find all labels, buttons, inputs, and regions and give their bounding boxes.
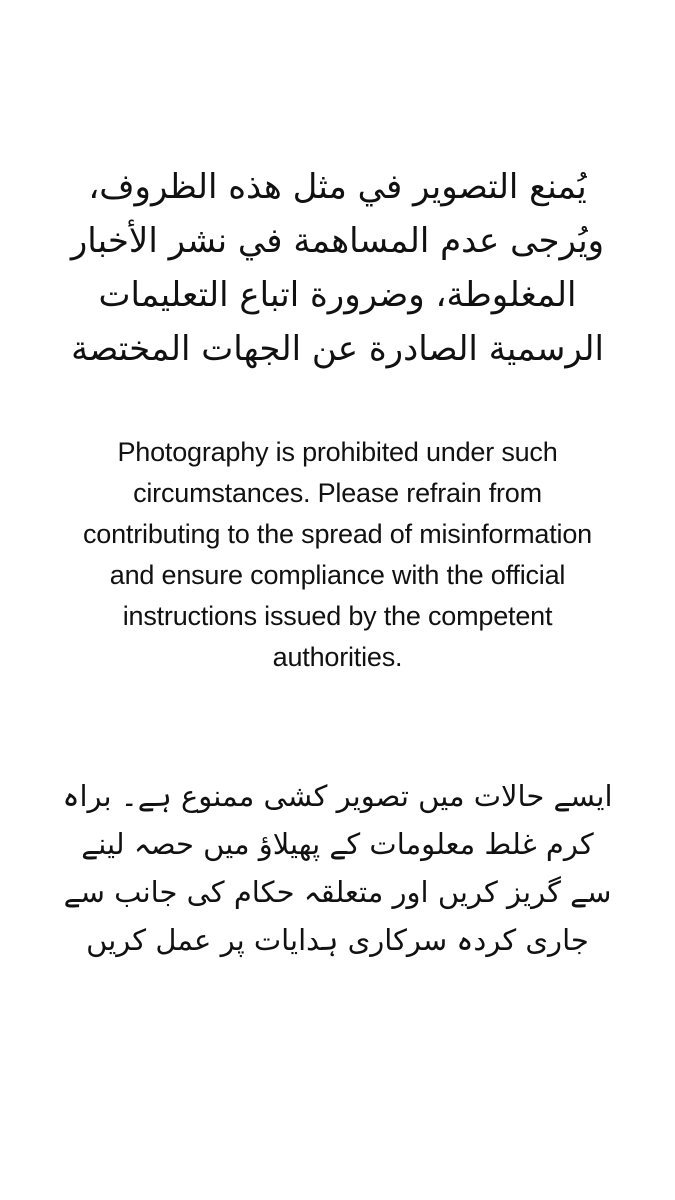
english-line-3: contributing to the spread of misinformation	[83, 519, 592, 549]
arabic-notice	[0, 160, 675, 376]
english-line-4: and ensure compliance with the official	[109, 560, 566, 590]
english-line-1: Photography is prohibited under such	[117, 437, 558, 467]
english-notice	[0, 432, 675, 678]
arabic-line-1: يُمنع التصوير في مثل هذه الظروف،	[88, 167, 587, 207]
arabic-line-3: المغلوطة، وضرورة اتباع التعليمات	[98, 275, 577, 315]
arabic-line-2: ويُرجى عدم المساهمة في نشر الأخبار	[70, 221, 605, 261]
english-line-6: authorities.	[272, 642, 403, 672]
urdu-line-1: ایسے حالات میں تصویر کشی ممنوع ہے۔ براہ	[62, 779, 613, 813]
urdu-line-3: سے گریز کریں اور متعلقہ حکام کی جانب سے	[63, 875, 612, 909]
arabic-line-4: الرسمية الصادرة عن الجهات المختصة	[71, 329, 604, 369]
english-line-5: instructions issued by the competent	[122, 601, 553, 631]
english-line-2: circumstances. Please refrain from	[133, 478, 542, 508]
urdu-line-2: کرم غلط معلومات کے پھیلاؤ میں حصہ لینے	[81, 827, 594, 861]
urdu-notice	[0, 772, 675, 964]
urdu-line-4: جاری کردہ سرکاری ہدایات پر عمل کریں	[86, 923, 589, 957]
